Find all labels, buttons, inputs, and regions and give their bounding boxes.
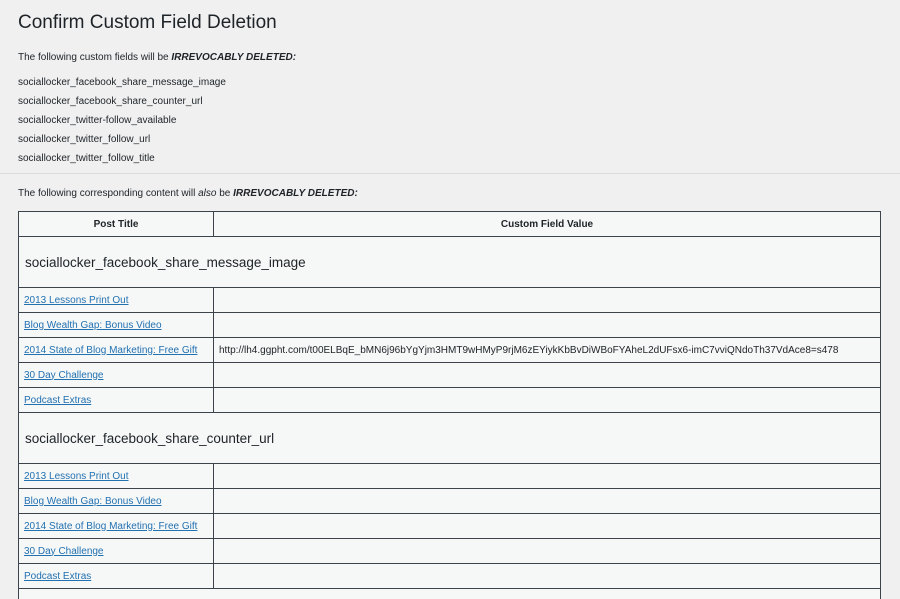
post-title-cell [19,539,214,564]
group-header-row [19,589,881,599]
table-row [19,363,881,388]
content-intro-mid: be [216,188,234,199]
post-title-link[interactable]: 30 Day Challenge [24,369,104,381]
content-intro-warning: IRREVOCABLY DELETED: [233,188,358,199]
post-title-cell [19,489,214,514]
post-title-link[interactable]: 2014 State of Blog Marketing: Free Gift [24,520,198,532]
post-title-link[interactable]: 2014 State of Blog Marketing: Free Gift [24,344,198,356]
field-value-cell [214,313,881,338]
content-intro-also: also [198,188,217,199]
table-row [19,338,881,363]
custom-field-item: sociallocker_twitter_follow_url [18,134,151,145]
custom-field-item: sociallocker_facebook_share_counter_url [18,96,203,107]
field-value-cell [214,539,881,564]
post-title-link[interactable]: 2013 Lessons Print Out [24,470,129,482]
group-heading: sociallocker_facebook_share_counter_url [19,413,881,464]
custom-field-item: sociallocker_facebook_share_message_image [18,77,226,88]
field-value-cell [214,464,881,489]
table-row [19,388,881,413]
post-title-cell [19,338,214,363]
content-intro [18,188,358,199]
table-row [19,564,881,589]
fields-intro-text: The following custom fields will be [18,52,172,63]
group-header-row [19,413,881,464]
custom-field-item: sociallocker_twitter_follow_title [18,153,155,164]
post-title-link[interactable]: 2013 Lessons Print Out [24,294,129,306]
column-header-custom-field-value: Custom Field Value [214,212,881,237]
field-value-cell [214,388,881,413]
post-title-cell [19,363,214,388]
post-title-cell [19,514,214,539]
table-row [19,514,881,539]
post-title-cell [19,313,214,338]
field-value-cell [214,288,881,313]
table-row [19,539,881,564]
group-heading: sociallocker_facebook_share_message_image [19,237,881,288]
field-value-cell [214,489,881,514]
post-title-cell [19,464,214,489]
group-header-row [19,237,881,288]
fields-intro-warning: IRREVOCABLY DELETED: [171,52,297,63]
content-intro-text: The following corresponding content will [18,188,199,199]
field-value-cell [214,564,881,589]
field-value-cell: http://lh4.ggpht.com/t00ELBqE_bMN6j96bYgYjm3HMT9wHMyP9rjM6zEYiykKbBvDiWBoFYAheL2dUFsx6-imC7vviQNdoTh37VdAce8=s478 [214,338,881,363]
post-title-link[interactable]: Podcast Extras [24,570,92,582]
section-divider [0,173,900,174]
deletion-content-table [18,211,881,599]
table-row [19,464,881,489]
table-row [19,489,881,514]
post-title-cell [19,288,214,313]
post-title-link[interactable]: 30 Day Challenge [24,545,104,557]
fields-intro [18,52,296,63]
post-title-link[interactable]: Blog Wealth Gap: Bonus Video [24,319,162,331]
post-title-link[interactable]: Blog Wealth Gap: Bonus Video [24,495,162,507]
custom-field-item: sociallocker_twitter-follow_available [18,115,177,126]
table-header-row [19,212,881,237]
post-title-cell [19,388,214,413]
group-heading-partial [19,589,881,599]
page-title: Confirm Custom Field Deletion [18,12,277,33]
post-title-cell [19,564,214,589]
table-row [19,288,881,313]
table-row [19,313,881,338]
field-value-cell [214,514,881,539]
custom-field-list [18,76,226,171]
field-value-cell [214,363,881,388]
column-header-post-title: Post Title [19,212,214,237]
post-title-link[interactable]: Podcast Extras [24,394,92,406]
